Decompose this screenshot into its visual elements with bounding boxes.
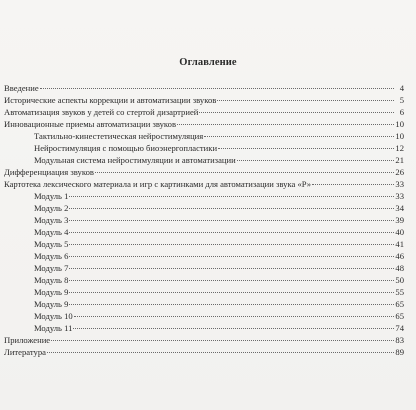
leader-dots bbox=[69, 280, 394, 281]
toc-entry-label: Модуль 11 bbox=[34, 323, 73, 333]
leader-dots bbox=[69, 196, 394, 197]
toc-entry-label: Тактильно-кинестетическая нейростимуляция bbox=[34, 131, 204, 141]
leader-dots bbox=[312, 184, 394, 185]
toc-entry-label: Модуль 5 bbox=[34, 239, 69, 249]
toc-entry-label: Автоматизация звуков у детей со стертой дизартрией bbox=[4, 107, 199, 117]
toc-entry-page: 33 bbox=[395, 191, 404, 201]
toc-entry[interactable] bbox=[34, 323, 404, 334]
toc-entry-label: Инновационные приемы автоматизации звуков bbox=[4, 119, 177, 129]
leader-dots bbox=[237, 160, 394, 161]
toc-entry[interactable] bbox=[4, 119, 404, 130]
toc-entry-page: 65 bbox=[395, 311, 404, 321]
toc-entry-label: Модуль 4 bbox=[34, 227, 69, 237]
toc-entry-page: 12 bbox=[395, 143, 404, 153]
toc-entry[interactable] bbox=[34, 143, 404, 154]
toc-entry[interactable] bbox=[34, 227, 404, 238]
toc-entry-page: 26 bbox=[395, 167, 404, 177]
toc-entry-page: 6 bbox=[399, 107, 404, 117]
toc-entry-label: Дифференциация звуков bbox=[4, 167, 94, 177]
toc-entry[interactable] bbox=[34, 239, 404, 250]
toc-entry[interactable] bbox=[34, 131, 404, 142]
leader-dots bbox=[177, 124, 394, 125]
leader-dots bbox=[51, 340, 394, 341]
leader-dots bbox=[69, 304, 394, 305]
toc-entry[interactable] bbox=[4, 167, 404, 178]
toc-entry-label: Модуль 6 bbox=[34, 251, 69, 261]
toc-entry-label: Картотека лексического материала и игр с картинками для автоматизации звука «Р» bbox=[4, 179, 312, 189]
toc-entry-page: 50 bbox=[395, 275, 404, 285]
leader-dots bbox=[40, 88, 394, 89]
toc-entry-label: Модуль 1 bbox=[34, 191, 69, 201]
leader-dots bbox=[73, 328, 394, 329]
toc-entry-page: 33 bbox=[395, 179, 404, 189]
toc-entry[interactable] bbox=[34, 191, 404, 202]
leader-dots bbox=[69, 292, 394, 293]
leader-dots bbox=[69, 256, 394, 257]
toc-entry[interactable] bbox=[4, 347, 404, 358]
toc-entry-label: Модуль 3 bbox=[34, 215, 69, 225]
toc-entry[interactable] bbox=[34, 287, 404, 298]
toc-entry[interactable] bbox=[34, 311, 404, 322]
leader-dots bbox=[69, 232, 394, 233]
toc-entry-page: 48 bbox=[395, 263, 404, 273]
toc-entry-page: 74 bbox=[395, 323, 404, 333]
toc-entry[interactable] bbox=[4, 95, 404, 106]
toc-entry-label: Модуль 9 bbox=[34, 287, 69, 297]
toc-entry-label: Исторические аспекты коррекции и автоматизации звуков bbox=[4, 95, 217, 105]
toc-entry[interactable] bbox=[34, 299, 404, 310]
toc-entry-page: 46 bbox=[395, 251, 404, 261]
page-title: Оглавление bbox=[179, 57, 237, 68]
leader-dots bbox=[204, 136, 394, 137]
toc-entry-label: Модуль 7 bbox=[34, 263, 69, 273]
toc-entry-page: 55 bbox=[395, 287, 404, 297]
toc-entry[interactable] bbox=[34, 251, 404, 262]
toc-entry-label: Модульная система нейростимуляции и автоматизации bbox=[34, 155, 236, 165]
toc-entry-page: 39 bbox=[395, 215, 404, 225]
leader-dots bbox=[69, 244, 394, 245]
toc-entry-page: 5 bbox=[399, 95, 404, 105]
toc-entry[interactable] bbox=[34, 155, 404, 166]
toc-entry[interactable] bbox=[4, 107, 404, 118]
toc-entry-page: 21 bbox=[395, 155, 404, 165]
toc-entry-page: 83 bbox=[395, 335, 404, 345]
toc-entry-page: 10 bbox=[395, 131, 404, 141]
leader-dots bbox=[217, 100, 394, 101]
toc-entry-label: Литература bbox=[4, 347, 46, 357]
toc-entry[interactable] bbox=[34, 203, 404, 214]
toc-entry-page: 41 bbox=[395, 239, 404, 249]
toc-entry[interactable] bbox=[4, 335, 404, 346]
leader-dots bbox=[218, 148, 394, 149]
leader-dots bbox=[69, 268, 394, 269]
toc-entry[interactable] bbox=[34, 275, 404, 286]
toc-entry-page: 10 bbox=[395, 119, 404, 129]
toc-entry-label: Модуль 10 bbox=[34, 311, 73, 321]
toc-entry-page: 89 bbox=[395, 347, 404, 357]
toc-entry-label: Нейростимуляция с помощью биоэнергопластики bbox=[34, 143, 218, 153]
toc-entry-label: Модуль 8 bbox=[34, 275, 69, 285]
toc-entry[interactable] bbox=[4, 83, 404, 94]
toc-entry-label: Модуль 2 bbox=[34, 203, 69, 213]
leader-dots bbox=[69, 220, 394, 221]
leader-dots bbox=[69, 208, 394, 209]
toc-entry-page: 34 bbox=[395, 203, 404, 213]
toc-entry-label: Модуль 9 bbox=[34, 299, 69, 309]
toc-entry-page: 40 bbox=[395, 227, 404, 237]
toc-entry[interactable] bbox=[34, 215, 404, 226]
leader-dots bbox=[199, 112, 394, 113]
toc-entry[interactable] bbox=[4, 179, 404, 190]
leader-dots bbox=[74, 316, 394, 317]
toc-entry-page: 4 bbox=[399, 83, 404, 93]
leader-dots bbox=[47, 352, 394, 353]
toc-entry-label: Введение bbox=[4, 83, 39, 93]
leader-dots bbox=[95, 172, 394, 173]
toc-entry-page: 65 bbox=[395, 299, 404, 309]
toc-entry[interactable] bbox=[34, 263, 404, 274]
toc-entry-label: Приложение bbox=[4, 335, 51, 345]
